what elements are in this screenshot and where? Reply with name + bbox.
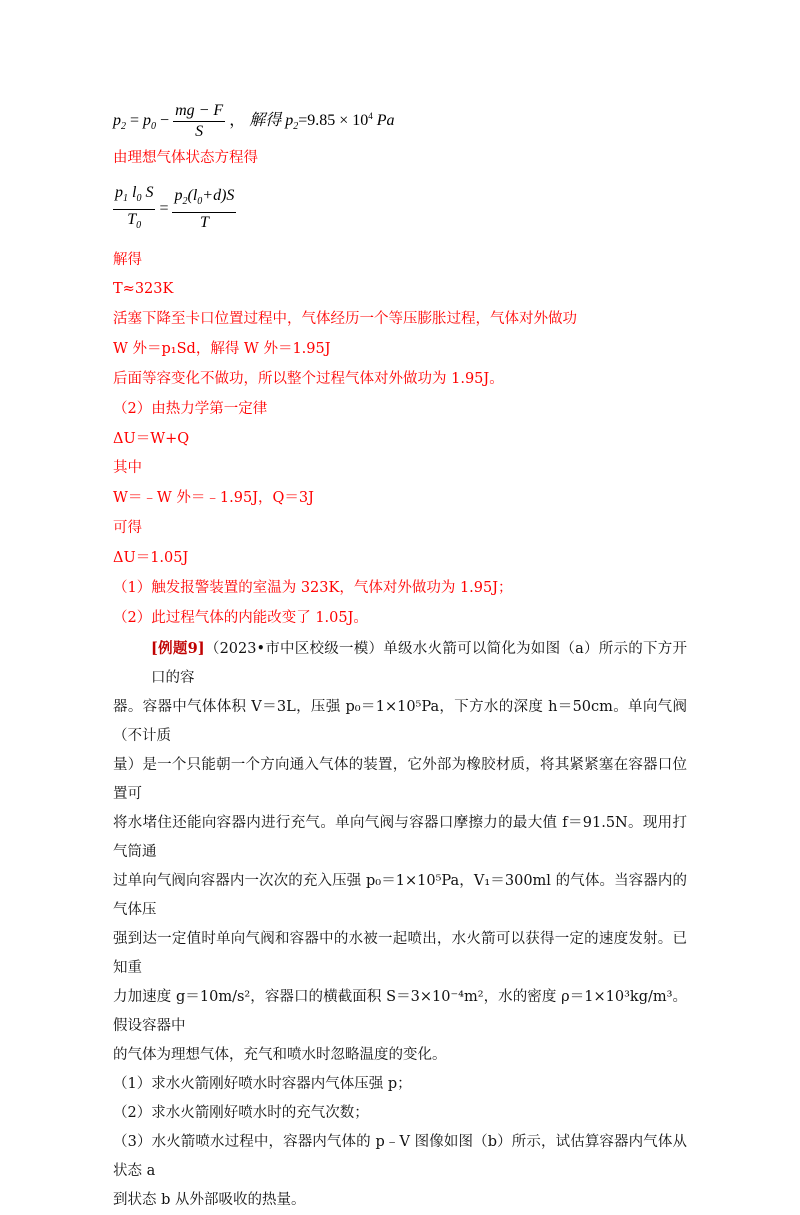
eq1-solve-label: 解得 — [249, 112, 282, 130]
solution-line-5: W 外＝p₁Sd，解得 W 外＝1.95J — [113, 341, 331, 357]
eq1-fraction — [173, 101, 225, 142]
solution-line-10: W＝﹣W 外＝﹣1.95J，Q＝3J — [113, 490, 314, 506]
eq2-left-p: p — [115, 184, 123, 201]
solution-line-9: 其中 — [113, 460, 142, 476]
example-line-4: 将水堵住还能向容器内进行充气。单向气阀与容器口摩擦力的最大值 f＝91.5N。现用打气筒通 — [113, 815, 687, 860]
eq1-p0: p — [143, 112, 152, 130]
example-text-1: （2023•市中区校级一模）单级水火箭可以简化为如图（a）所示的下方开口的容 — [151, 641, 687, 686]
example-problem — [113, 634, 687, 1215]
eq2-right-fraction — [172, 186, 236, 233]
solution-line-13: （1）触发报警装置的室温为 323K，气体对外做功为 1.95J； — [113, 580, 513, 596]
solution-line-3: T≈323K — [113, 281, 174, 297]
equation-pressure — [113, 101, 395, 142]
eq2-right-l-sub: 0 — [197, 196, 203, 207]
question-2: （2）求水火箭刚好喷水时的充气次数； — [113, 1105, 369, 1121]
eq1-lhs-sub: 2 — [121, 121, 126, 133]
eq2-left-T: T — [127, 211, 137, 228]
eq1-result-exp: 4 — [368, 111, 373, 122]
eq1-minus: − — [160, 112, 170, 130]
eq1-separator: ， — [229, 112, 246, 130]
solution-line-14: （2）此过程气体的内能改变了 1.05J。 — [113, 610, 368, 626]
eq2-right-l: (l — [187, 187, 198, 204]
solution-line-8: ΔU＝W+Q — [113, 431, 190, 447]
question-3-cont: 到状态 b 从外部吸收的热量。 — [113, 1192, 306, 1208]
question-3: （3）水火箭喷水过程中，容器内气体的 p﹣V 图像如图（b）所示，试估算容器内气体从状态 a — [113, 1134, 687, 1179]
solution-line-7: （2）由热力学第一定律 — [113, 401, 268, 417]
eq2-left-l-sub: 0 — [136, 193, 142, 204]
example-line-7: 力加速度 g＝10m/s²，容器口的横截面积 S＝3×10⁻⁴m²，水的密度 ρ＝1×10³kg/m³。假设容器中 — [113, 989, 687, 1034]
eq1-result-unit: Pa — [376, 112, 395, 130]
solution-line-11: 可得 — [113, 520, 142, 536]
solution-line-1: 由理想气体状态方程得 — [113, 150, 258, 166]
example-tag: [例题9] — [151, 640, 205, 657]
example-line-2: 器。容器中气体体积 V＝3L，压强 p₀＝1×10⁵Pa，下方水的深度 h＝50cm。单向气阀（不计质 — [113, 699, 687, 744]
eq1-denominator: S — [195, 123, 204, 140]
solution-line-4: 活塞下降至卡口位置过程中，气体经历一个等压膨胀过程，气体对外做功 — [113, 311, 577, 327]
eq2-left-p-sub: 1 — [123, 193, 128, 204]
eq1-result-var: p — [285, 112, 294, 130]
question-1: （1）求水火箭刚好喷水时容器内气体压强 p； — [113, 1076, 412, 1092]
solution-line-2: 解得 — [113, 252, 142, 268]
eq2-right-end: +d)S — [202, 187, 235, 204]
eq1-p0-sub: 0 — [151, 121, 157, 133]
eq1-numerator: mg − F — [175, 102, 224, 119]
eq2-right-p-sub: 2 — [182, 196, 188, 207]
example-line-3: 量）是一个只能朝一个方向通入气体的装置，它外部为橡胶材质，将其紧紧塞在容器口位置可 — [113, 757, 687, 802]
eq1-result-value: =9.85 × 10 — [298, 112, 369, 130]
eq1-result-sub: 2 — [293, 121, 299, 133]
equation-gas-law — [113, 183, 236, 236]
eq2-left-T-sub: 0 — [136, 220, 142, 231]
eq2-right-T: T — [199, 214, 209, 231]
eq1-lhs: p — [113, 112, 121, 130]
solution-line-6: 后面等容变化不做功，所以整个过程气体对外做功为 1.95J。 — [113, 371, 504, 387]
eq2-right-p: p — [174, 187, 183, 204]
eq1-equals: = — [130, 112, 140, 130]
example-line-6: 强到达一定值时单向气阀和容器中的水被一起喷出，水火箭可以获得一定的速度发射。已知重 — [113, 931, 687, 976]
eq2-left-l: l — [132, 184, 137, 201]
example-line-5: 过单向气阀向容器内一次次的充入压强 p₀＝1×10⁵Pa，V₁＝300ml 的气体。当容器内的气体压 — [113, 873, 687, 918]
eq2-left-fraction — [113, 183, 155, 236]
eq2-left-S: S — [145, 184, 154, 201]
example-line-8: 的气体为理想气体，充气和喷水时忽略温度的变化。 — [113, 1047, 447, 1063]
example-line-1 — [113, 634, 687, 693]
eq2-equals: = — [159, 200, 169, 218]
solution-line-12: ΔU＝1.05J — [113, 550, 189, 566]
